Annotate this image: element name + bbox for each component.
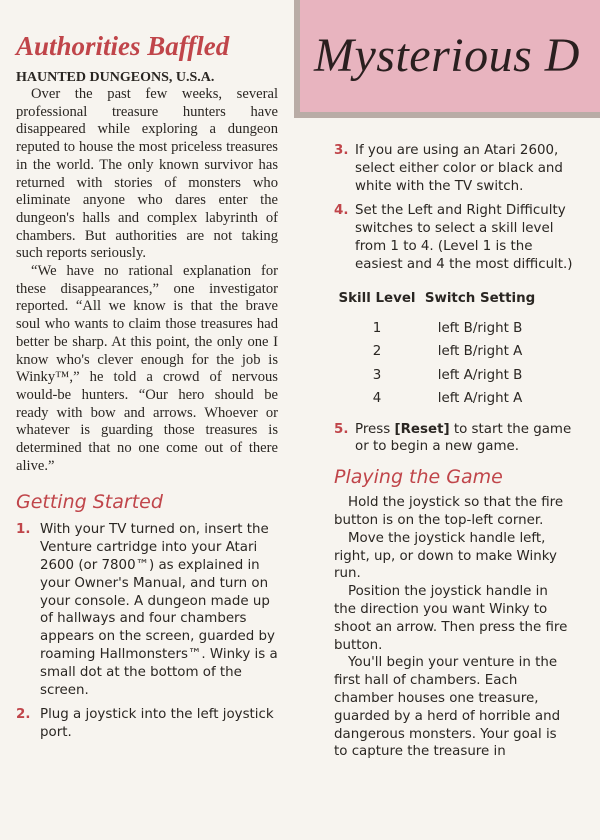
setup-steps	[334, 142, 574, 274]
left-column	[16, 30, 278, 749]
skill-level-table	[334, 290, 540, 411]
list-item	[16, 706, 278, 742]
reset-key-label: [Reset]	[394, 421, 450, 437]
step-number: 3.	[334, 143, 349, 158]
column-header: Switch Setting	[424, 290, 536, 306]
list-item	[334, 421, 574, 457]
list-item	[334, 142, 574, 195]
article-paragraph: “We have no rational explanation for these disappearances,” one investigator reported. “All we know is that the brave soul who wants to claim those treasures had better be sharp. At this point, the only one I know who's clever enough for the job is Winky™,” he told a crowd of nervous would-be hunters. “Our hero should be ready with bow and arrows. Whoever or whatever is guarding those treasures is determined that no one come out of there alive.”	[16, 263, 278, 474]
playing-paragraph: Move the joystick handle left, right, up, or down to make Winky run.	[334, 530, 557, 582]
playing-paragraph: You'll begin your venture in the first hall of chambers. Each chamber houses one treasure, guarded by a herd of horrible and dangerous monsters. Your goal is to capture the treasure in	[334, 655, 561, 760]
step-text: With your TV turned on, insert the Venture cartridge into your Atari 2600 (or 7800™) as explained in your Owner's Manual, and turn on your console. A dungeon made up of hallways and four chambers appears on the screen, guarded by roaming Hallmonsters™. Winky is a small dot at the bottom of the screen.	[40, 522, 278, 698]
title-banner	[294, 0, 600, 118]
playing-paragraph: Position the joystick handle in the direction you want Winky to shoot an arrow. Then press the fire button.	[334, 584, 568, 653]
switch-cell: left A/right B	[437, 367, 523, 383]
step-text-suffix: to start the game or to begin a new game.	[355, 421, 572, 455]
step-text: Plug a joystick into the left joystick port.	[40, 707, 274, 741]
page-title: Mysterious D	[314, 29, 580, 82]
right-column	[334, 142, 574, 761]
step-text-prefix: Press	[355, 421, 395, 437]
switch-cell: left B/right A	[437, 344, 523, 360]
switch-cell: left B/right B	[437, 320, 523, 336]
getting-started-heading: Getting Started	[16, 491, 163, 514]
article-dateline: HAUNTED DUNGEONS, U.S.A.	[16, 70, 215, 85]
list-item	[16, 521, 278, 699]
list-item	[334, 202, 574, 273]
step-number: 2.	[16, 707, 31, 723]
table-row	[334, 340, 540, 364]
skill-cell: 1	[372, 320, 382, 336]
step-text: If you are using an Atari 2600, select either color or black and white with the TV switch.	[355, 143, 563, 194]
skill-cell: 2	[372, 344, 382, 360]
table-row	[334, 317, 540, 341]
step-number: 1.	[16, 522, 31, 538]
start-step	[334, 421, 574, 457]
article-body	[16, 86, 278, 475]
article-paragraph: Over the past few weeks, several professional treasure hunters have disappeared while exploring a dungeon reputed to house the most priceless treasures in the world. The only known survivor has returned with stories of monsters who eliminate anyone who dares enter the dungeon's halls and complex labyrinth of chambers. But authorities are not taking such reports seriously.	[16, 86, 278, 262]
getting-started-steps	[16, 521, 278, 742]
table-row	[334, 387, 540, 411]
switch-cell: left A/right A	[437, 391, 523, 407]
skill-cell: 4	[372, 391, 382, 407]
playing-body	[334, 494, 574, 761]
article-headline: Authorities Baffled	[16, 31, 230, 61]
step-number: 4.	[334, 203, 349, 219]
step-text: Set the Left and Right Difficulty switches to select a skill level from 1 to 4. (Level 1 is the easiest and 4 the most difficult.)	[355, 203, 573, 272]
skill-cell: 3	[372, 367, 382, 383]
step-number: 5.	[334, 421, 349, 437]
column-header: Skill Level	[338, 290, 416, 306]
table-row	[334, 364, 540, 388]
playing-heading: Playing the Game	[334, 466, 503, 489]
playing-paragraph: Hold the joystick so that the fire button is on the top-left corner.	[334, 495, 564, 528]
